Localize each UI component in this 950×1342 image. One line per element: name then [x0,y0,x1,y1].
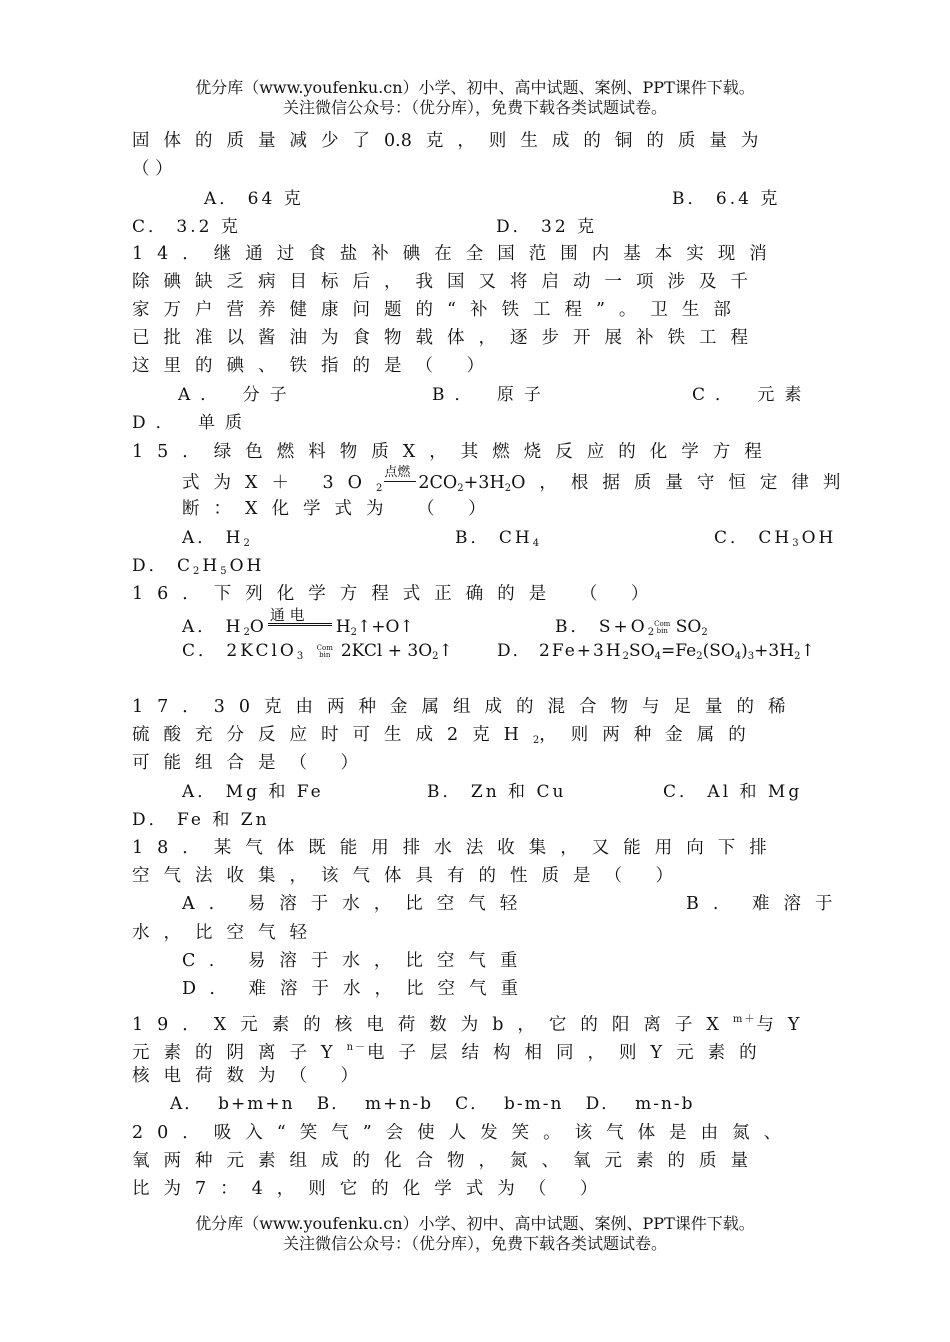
q13-option-a: A． 64 克 [204,189,304,209]
header-line-1: 优分库（www.youfenku.cn）小学、初中、高中试题、案例、PPT课件下载。 [195,78,755,97]
q16-option-a: A． $H_2O$ 通 电 $H_2↑+O↑$ [182,606,414,638]
q19-options: A． b+m+n B． m+n-b C． b-m-n D． m-n-b [170,1094,695,1114]
q20-line-2: 氧两种元素组成的化合物，氮、氧元素的质量 [132,1151,762,1171]
q16-option-c: C． 2KClO$_3$ Com bin $2KCl + 3O_2↑$ [182,641,453,662]
q17-line-3: 可能组合是（ ） [132,753,373,773]
q14-line-1: 14．继通过食盐补碘在全国范围内基本实现消 [132,244,781,264]
q13-paren: （ ） [132,159,173,179]
q14-line-5: 这里的碘、铁指的是（ ） [132,356,499,376]
q17-option-b: B． Zn 和 Cu [427,782,567,802]
q15-option-d: D． $C_2H_5OH$ [132,556,265,577]
q20-line-1: 20．吸入“笑气”会使人发笑。该气体是由氮、 [132,1123,796,1143]
q14-line-3: 家万户营养健康问题的“补铁工程”。卫生部 [132,300,745,320]
q17-line-1: 17．30克由两种金属组成的混合物与足量的稀 [132,697,800,717]
q13-option-c: C． 3.2 克 [132,217,241,237]
q19-line-3: 核电荷数为（ ） [132,1066,373,1086]
q19-line-2: 元素的阴离子$Y^{n-}$电子层结构相同，则Y元素的 [132,1042,771,1063]
q18-option-d: D. 难溶于水，比空气重 [182,979,533,999]
footer-line-1: 优分库（www.youfenku.cn）小学、初中、高中试题、案例、PPT课件下载。 [195,1214,755,1233]
header-line-2: 关注微信公众号：（优分库），免费下载各类试题试卷。 [282,98,667,117]
q14-option-b: B． 原子 [432,385,551,405]
q20-line-3: 比为7：4，则它的化学式为（ ） [132,1179,612,1199]
q17-line-2: 硫酸充分反应时可生成2克$H_2$，则两种金属的 [132,725,760,746]
q15-option-c: C． $CH_3OH$ [714,528,837,549]
combustion-condition-b: Com bin [654,619,671,635]
q15-line-2: 式为$X+ 3O_2$ 点燃 $2CO_2+3H_2O$，根据质量守恒定律判 [182,465,855,494]
q16-option-b: B． $S+O_2Com$ bin $SO_2$ [555,617,708,638]
q14-line-2: 除碘缺乏病目标后，我国又将启动一项涉及千 [132,272,762,292]
q15-option-b: B． $CH_4$ [455,528,543,549]
q16-line-1: 16．下列化学方程式正确的是 （ ） [132,584,663,604]
q18-line-1: 18．某气体既能用排水法收集，又能用向下排 [132,838,781,858]
q17-option-d: D． Fe 和 Zn [132,810,270,830]
q13-option-b: B． 6.4 克 [672,189,781,209]
q14-option-d: D． 单质 [132,413,253,433]
q15-option-a: A． $H_2$ [182,528,253,549]
combustion-condition-c: Com bin [316,643,333,659]
q14-option-c: C． 元素 [692,385,812,405]
q18-line-2: 空气法收集，该气体具有的性质是（ ） [132,866,688,886]
q17-option-c: C． Al 和 Mg [663,782,803,802]
footer-line-2: 关注微信公众号：（优分库），免费下载各类试题试卷。 [282,1234,667,1253]
q19-line-1: 19．X元素的核电荷数为b，它的阳离子$X^{m+}$与Y [132,1014,814,1035]
q14-line-4: 已批准以酱油为食物载体，逐步开展补铁工程 [132,328,762,348]
q13-option-d: D． 32 克 [496,217,598,237]
q15-line-3: 断：X化学式为 （ ） [182,499,500,519]
q15-line-1: 15．绿色燃料物质X，其燃烧反应的化学方程 [132,442,776,462]
q17-option-a: A． Mg 和 Fe [182,782,324,802]
q18-option-c: C. 易溶于水，比空气重 [182,951,532,971]
q13-stem: 固体的质量减少了0.8 克，则生成的铜的质量为 [132,131,773,151]
q16-option-d: D． $2Fe+3H_2SO_4=Fe_2(SO_4)_3+3H_2↑$ [497,641,815,662]
q14-option-a: A． 分子 [178,385,297,405]
q18-option-b: B. 难溶于 [686,894,847,914]
q18-option-a: A. 易溶于水，比空气轻 [182,894,532,914]
q18-option-b-cont: 水，比空气轻 [132,923,321,943]
